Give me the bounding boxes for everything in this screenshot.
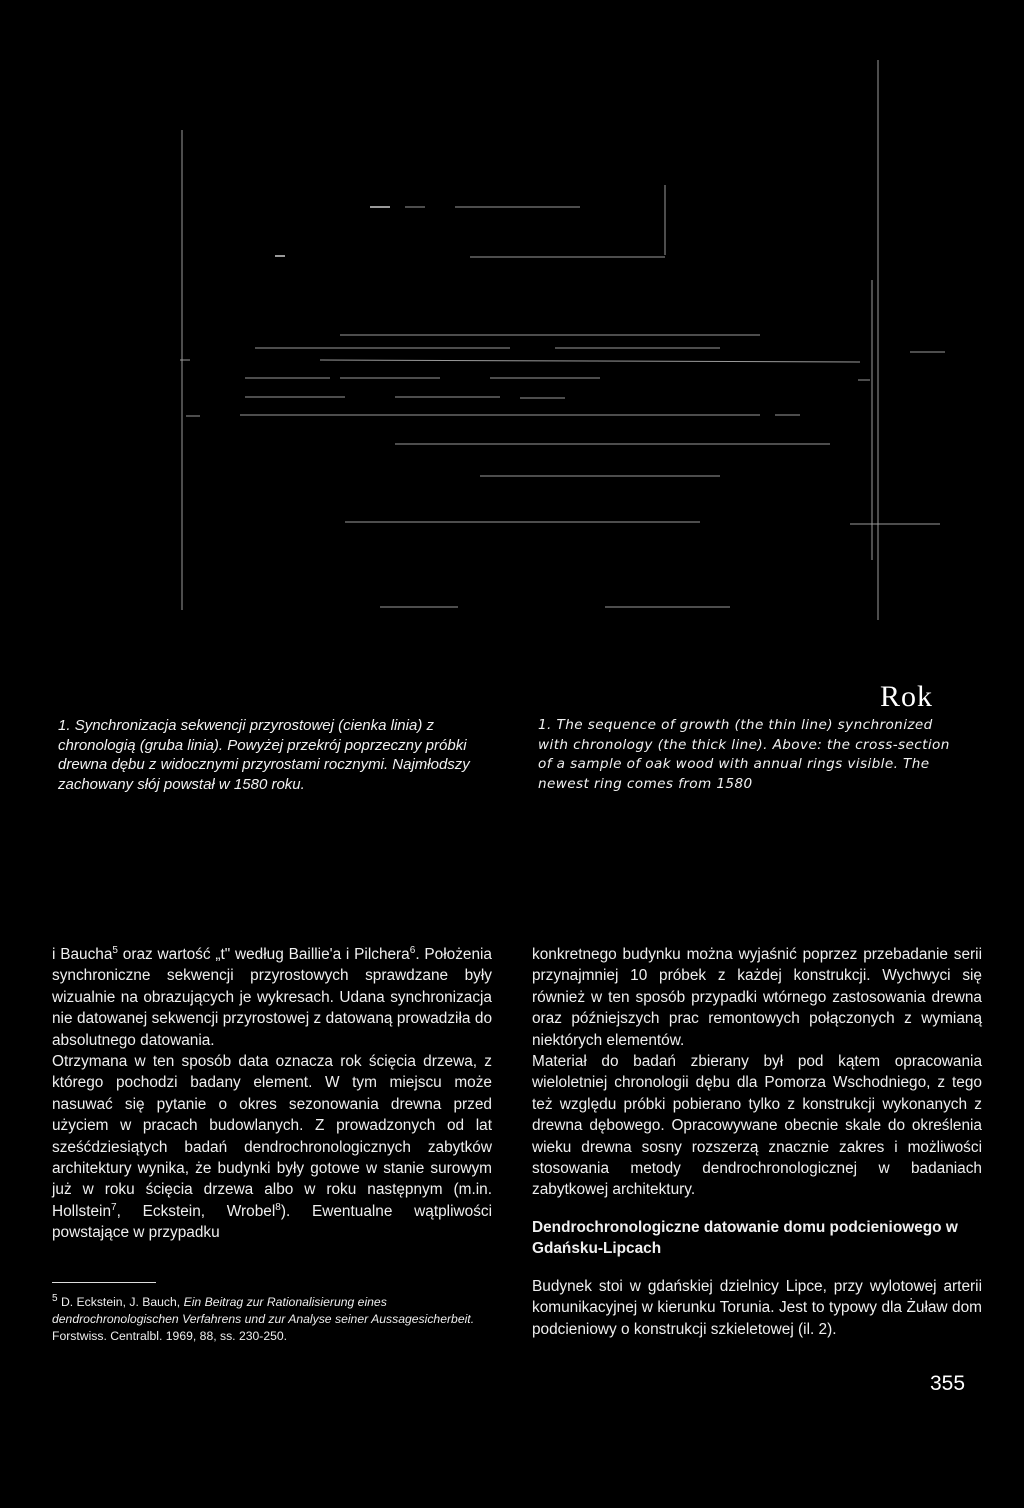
right-paragraph-3: Budynek stoi w gdańskiej dzielnicy Lipce, przy wylotowej arterii komunikacyjnej w kierunku Torunia. Jest to typowy dla Żuław dom podcieniowy o konstrukcji szkieletowej (il. 2). <box>532 1277 982 1338</box>
footnote-divider <box>52 1282 156 1283</box>
footnote-ref-5: 5 <box>112 944 118 956</box>
footnote-ref-6: 6 <box>409 944 416 956</box>
chart-line-segment <box>320 360 860 362</box>
left-p2-a: Otrzymana w ten sposób data oznacza rok ścięcia drzewa, z którego pochodzi badany element. W tym miejscu może nasuwać się pytanie o okres sezonowania drewna przed użyciem w pracach budowlanych. Z prowadzonych od lat sześćdziesiątych badań dendrochronologicznych zabytków architektury wynika, że budynki były gotowe w stanie surowym już w roku ścięcia drzewa albo w roku następnym (m.in. Hollstein <box>52 1053 492 1220</box>
footnote-title: Ein Beitrag zur Rationalisierung eines dendrochronologischen Verfahrens und zur Analyse seiner Aussagesicherbeit. <box>52 1295 475 1326</box>
left-paragraph-1 <box>52 944 492 1051</box>
footnote-source: Forstwiss. Centralbl. 1969, 88, ss. 230-250. <box>52 1329 288 1343</box>
caption-pl-number: 1. <box>58 717 71 734</box>
right-paragraph-2: Materiał do badań zbierany był pod kątem opracowania wieloletniej chronologii dębu dla Pomorza Wschodniego, z tego też względu próbki pobierano tylko z konstrukcji wykonanych z drewna dębowego. Opracowywane obecnie skale do określenia wieku drewna sosny rozszerzą znacznie zakres i możliwości stosowania metody dendrochronologicznej w badaniach zabytkowej architektury. <box>532 1053 982 1199</box>
footnote-5 <box>52 1294 492 1345</box>
footnote-ref-8: 8 <box>275 1201 281 1213</box>
footnote-number: 5 <box>52 1292 58 1304</box>
left-column <box>52 944 492 1244</box>
section-heading: Dendrochronologiczne datowanie domu podcieniowego w Gdańsku-Lipcach <box>532 1218 958 1258</box>
caption-en-number: 1. <box>538 717 552 733</box>
page-number: 355 <box>930 1372 966 1395</box>
chart-faint-lines <box>180 60 945 620</box>
footnote-ref-7: 7 <box>111 1201 117 1213</box>
left-p1-c: . Położenia synchroniczne sekwencji przyrostowych sprawdzane były wizualnie na obrazujących je wykresach. Udana synchronizacja nie datowanej sekwencji przyrostowej z datowaną prowadziła do absolutnego datowania. <box>52 946 492 1049</box>
caption-en-text: The sequence of growth (the thin line) synchronized with chronology (the thick line). Above: the cross-section of a sample of oak wood with annual rings visible. The newest ring comes from 1580 <box>538 717 950 792</box>
left-p2-b: , Eckstein, Wrobel <box>116 1202 276 1220</box>
footnote-authors: D. Eckstein, J. Bauch, <box>57 1295 184 1309</box>
right-paragraph-1: konkretnego budynku można wyjaśnić poprzez przebadanie serii przynajmniej 10 próbek z każdej konstrukcji. Wychwyci się również w ten sposób przypadki wtórnego zastosowania drewna oraz późniejszych prac remontowych połączonych z wymianą niektórych elementów. <box>532 946 982 1049</box>
x-axis-label: Rok <box>880 680 934 713</box>
figure-caption-pl <box>58 716 478 794</box>
left-p1-b: oraz wartość „t" według Baillie'a i Pilchera <box>117 946 410 963</box>
left-paragraph-2 <box>52 1051 492 1244</box>
dendro-chart <box>0 0 1024 680</box>
figure-caption-en <box>538 716 958 794</box>
right-column <box>532 944 982 1340</box>
left-p1-a: i Baucha <box>52 946 113 963</box>
caption-pl-text: Synchronizacja sekwencji przyrostowej (cienka linia) z chronologią (gruba linia). Powyżej przekrój poprzeczny próbki drewna dębu z widocznymi przyrostami rocznymi. Najmłodszy zachowany słój powstał w 1580 roku. <box>58 717 470 793</box>
left-p2-c: ). Ewentualne wątpliwości powstające w przypadku <box>52 1202 492 1242</box>
